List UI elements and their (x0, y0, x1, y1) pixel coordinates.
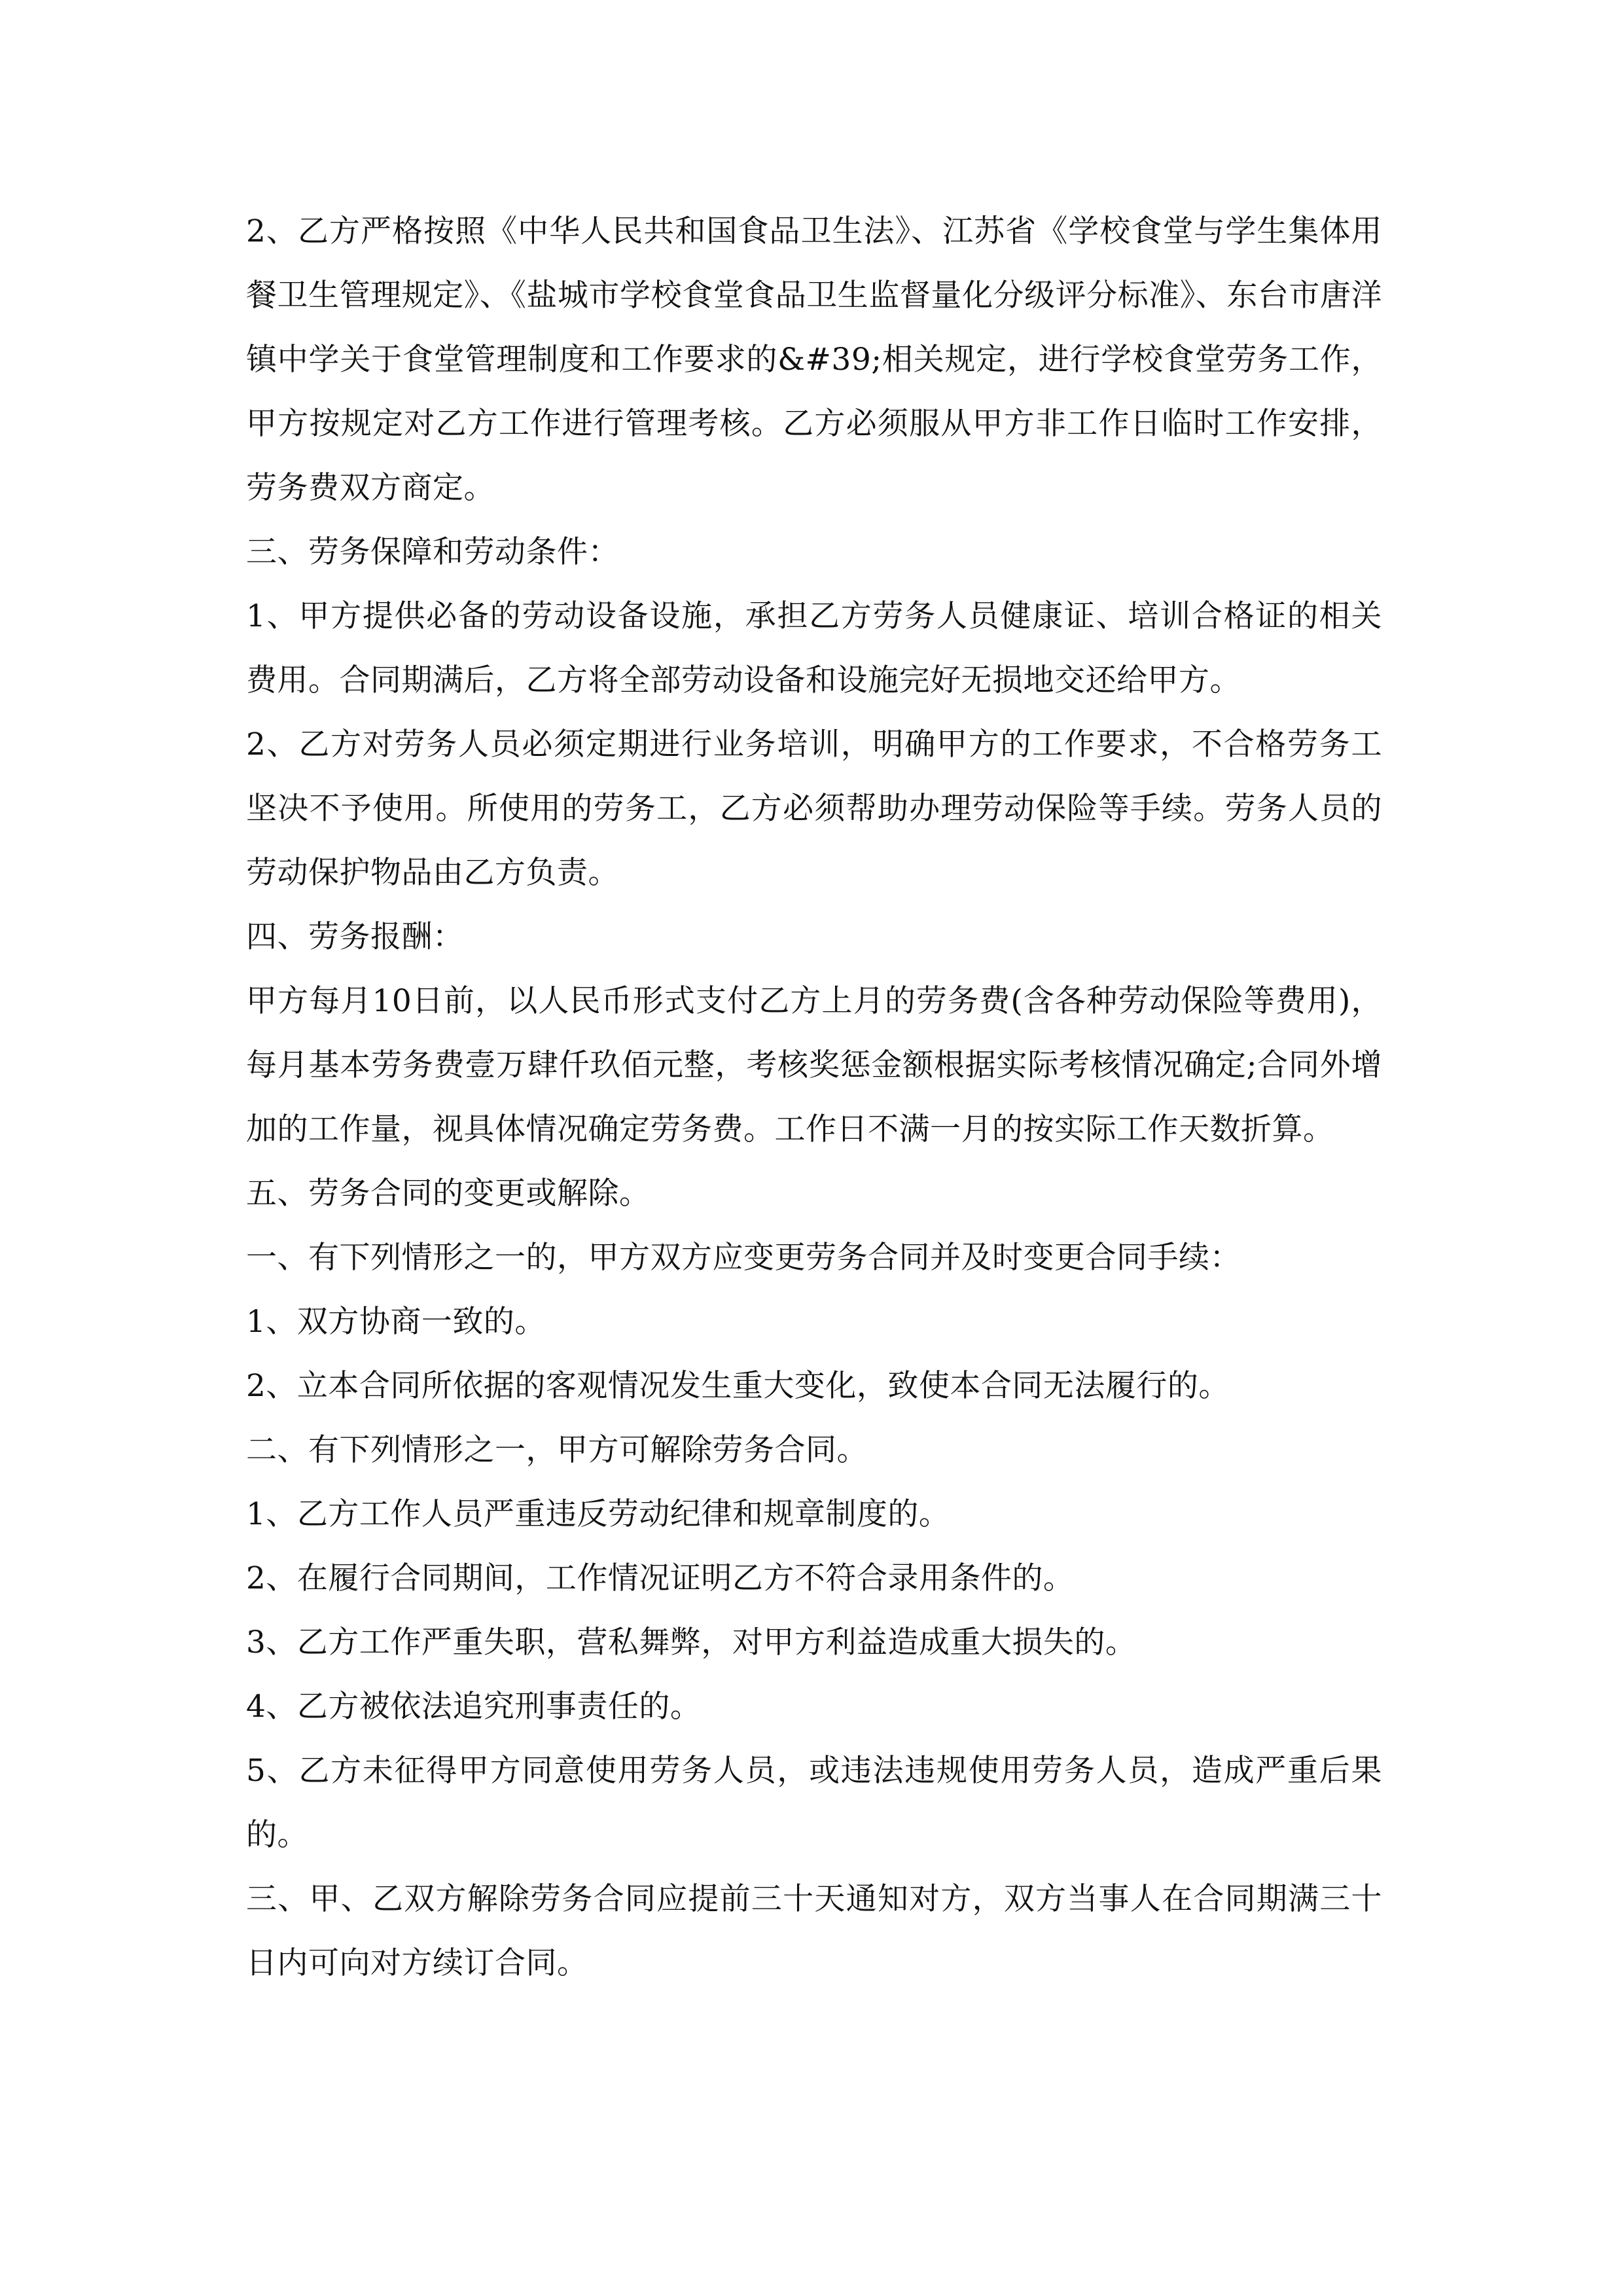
clause-paragraph-termination-conditions: 二、有下列情形之一，甲方可解除劳务合同。 (246, 1432, 868, 1468)
clause-item-negligence: 3、乙方工作严重失职，营私舞弊，对甲方利益造成重大损失的。 (246, 1624, 1137, 1660)
clause-item-discipline: 1、乙方工作人员严重违反劳动纪律和规章制度的。 (246, 1496, 950, 1532)
clause-item-unqualified: 2、在履行合同期间，工作情况证明乙方不符合录用条件的。 (246, 1560, 1075, 1596)
clause-paragraph-notice-renewal: 三、甲、乙双方解除劳务合同应提前三十天通知对方，双方当事人在合同期满三十日内可向对方续订合同。 (246, 1881, 1382, 1981)
document-body (246, 200, 1382, 1996)
clause-item-mutual-agreement: 1、双方协商一致的。 (246, 1304, 546, 1340)
clause-paragraph-training: 2、乙方对劳务人员必须定期进行业务培训，明确甲方的工作要求，不合格劳务工坚决不予使用。所使用的劳务工，乙方必须帮助办理劳动保险等手续。劳务人员的劳动保护物品由乙方负责。 (246, 726, 1382, 891)
section-heading-remuneration: 四、劳务报酬： (246, 919, 464, 955)
clause-paragraph-equipment: 1、甲方提供必备的劳动设备设施，承担乙方劳务人员健康证、培训合格证的相关费用。合同期满后，乙方将全部劳动设备和设施完好无损地交还给甲方。 (246, 598, 1382, 698)
clause-item-circumstance-change: 2、立本合同所依据的客观情况发生重大变化，致使本合同无法履行的。 (246, 1368, 1230, 1404)
section-heading-labor-conditions: 三、劳务保障和劳动条件： (246, 534, 619, 570)
clause-paragraph-payment: 甲方每月10日前，以人民币形式支付乙方上月的劳务费(含各种劳动保险等费用)，每月基本劳务费壹万肆仟玖佰元整，考核奖惩金额根据实际考核情况确定;合同外增加的工作量，视具体情况确定劳务费。工作日不满一月的按实际工作天数折算。 (246, 983, 1382, 1147)
clause-item-unauthorized-staff: 5、乙方未征得甲方同意使用劳务人员，或违法违规使用劳务人员，造成严重后果的。 (246, 1753, 1382, 1853)
clause-item-criminal: 4、乙方被依法追究刑事责任的。 (246, 1689, 702, 1725)
section-heading-change-termination: 五、劳务合同的变更或解除。 (246, 1175, 651, 1211)
clause-paragraph-food-hygiene: 2、乙方严格按照《中华人民共和国食品卫生法》、江苏省《学校食堂与学生集体用餐卫生管理规定》、《盐城市学校食堂食品卫生监督量化分级评分标准》、东台市唐洋镇中学关于食堂管理制度和工作要求的&#39;相关规定，进行学校食堂劳务工作，甲方按规定对乙方工作进行管理考核。乙方必须服从甲方非工作日临时工作安排，劳务费双方商定。 (246, 213, 1382, 506)
clause-paragraph-change-conditions: 一、有下列情形之一的，甲方双方应变更劳务合同并及时变更合同手续： (246, 1240, 1241, 1276)
